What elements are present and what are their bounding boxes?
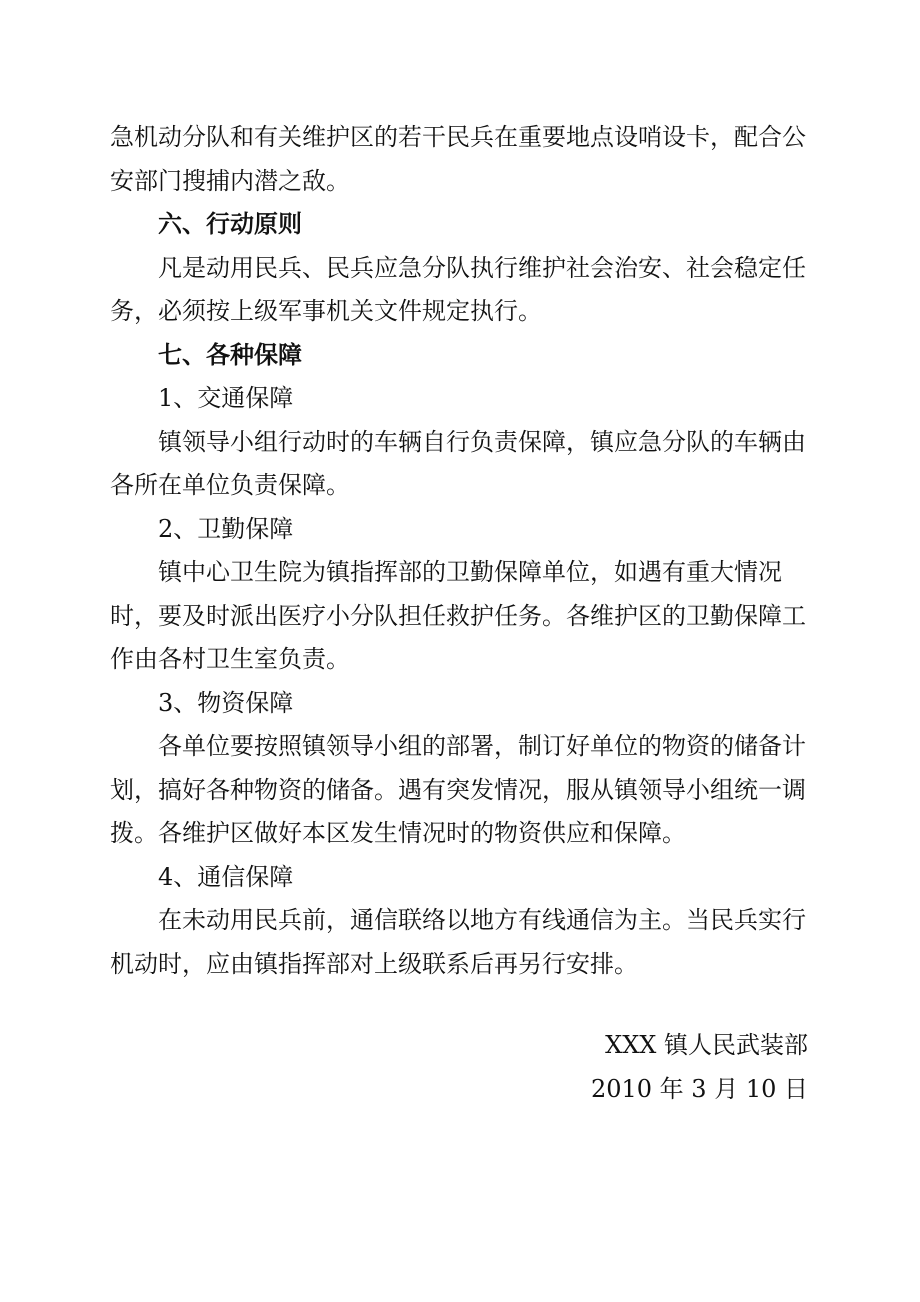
paragraph-material-guarantee: 各单位要按照镇领导小组的部署，制订好单位的物资的储备计划，搞好各种物资的储备。遇有突发情况，服从镇领导小组统一调拨。各维护区做好本区发生情况时的物资供应和保障。	[110, 732, 806, 847]
subheading-material-guarantee: 3、物资保障	[158, 688, 294, 717]
paragraph-traffic-guarantee: 镇领导小组行动时的车辆自行负责保障，镇应急分队的车辆由各所在单位负责保障。	[110, 427, 806, 499]
subheading-communication-guarantee: 4、通信保障	[158, 862, 294, 891]
subheading-medical-guarantee: 2、卫勤保障	[158, 514, 294, 543]
paragraph-medical-guarantee: 镇中心卫生院为镇指挥部的卫勤保障单位，如遇有重大情况时，要及时派出医疗小分队担任救护任务。各维护区的卫勤保障工作由各村卫生室负责。	[110, 558, 806, 673]
document-body	[110, 116, 810, 986]
paragraph-continuation: 急机动分队和有关维护区的若干民兵在重要地点设哨设卡，配合公安部门搜捕内潜之敌。	[110, 123, 806, 195]
subheading-traffic-guarantee: 1、交通保障	[158, 384, 294, 412]
section-heading-guarantees: 七、各种保障	[158, 340, 302, 369]
signature-block	[591, 1024, 808, 1111]
paragraph-action-principles: 凡是动用民兵、民兵应急分队执行维护社会治安、社会稳定任务，必须按上级军事机关文件规定执行。	[110, 253, 806, 325]
paragraph-communication-guarantee: 在未动用民兵前，通信联络以地方有线通信为主。当民兵实行机动时，应由镇指挥部对上级联系后再另行安排。	[110, 906, 806, 978]
section-heading-action-principles: 六、行动原则	[158, 210, 302, 238]
signature-organization: XXX 镇人民武装部	[605, 1031, 808, 1059]
signature-date: 2010 年 3 月 10 日	[590, 1074, 808, 1103]
